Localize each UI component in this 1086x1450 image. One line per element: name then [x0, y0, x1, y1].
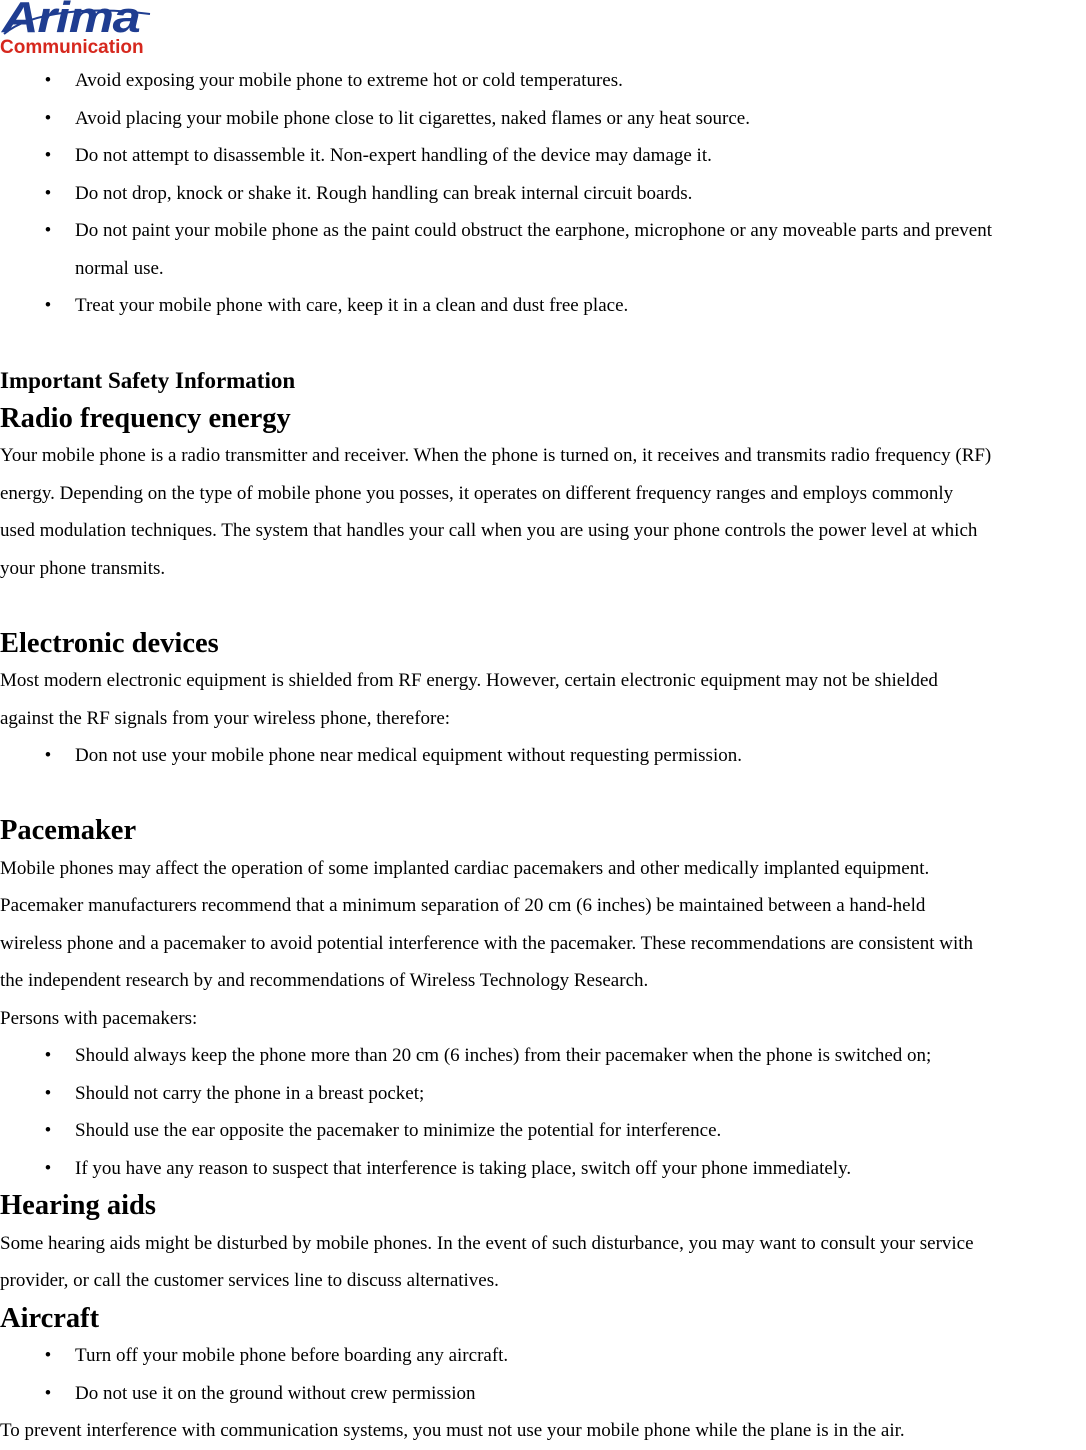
paragraph-line: wireless phone and a pacemaker to avoid potential interference with the pacemaker. These recommendations are consistent with: [0, 932, 974, 954]
list-item: • Do not use it on the ground without crew permission: [0, 1375, 1086, 1413]
bullet-icon: •: [44, 107, 52, 129]
spacer: [0, 587, 1086, 625]
list-item: • Avoid exposing your mobile phone to extreme hot or cold temperatures.: [0, 62, 1086, 100]
list-item: • Do not paint your mobile phone as the paint could obstruct the earphone, microphone or any moveable parts and prevent: [0, 212, 1086, 250]
paragraph-line: Most modern electronic equipment is shielded from RF energy. However, certain electronic equipment may not be shielded: [0, 670, 938, 691]
logo-brand: Arima: [2, 0, 140, 42]
paragraph-line: Mobile phones may affect the operation of some implanted cardiac pacemakers and other medically implanted equipment.: [0, 857, 930, 879]
bullet-icon: •: [44, 745, 52, 766]
paragraph-line: To prevent interference with communication systems, you must not use your mobile phone while the plane is in the air.: [0, 1420, 905, 1441]
bullet-icon: •: [44, 220, 52, 241]
spacer: [0, 775, 1086, 813]
bullet-icon: •: [44, 1045, 52, 1066]
bullet-icon: •: [44, 145, 52, 166]
paragraph-line: Pacemaker manufacturers recommend that a minimum separation of 20 cm (6 inches) be maintained between a hand-held: [0, 895, 926, 916]
paragraph-line: Your mobile phone is a radio transmitter and receiver. When the phone is turned on, it receives and transmits radio frequency (RF): [0, 445, 992, 466]
paragraph-line: against the RF signals from your wireless phone, therefore:: [0, 707, 451, 729]
paragraph-line: energy. Depending on the type of mobile phone you posses, it operates on different frequency ranges and employs commonly: [0, 482, 954, 504]
section-title: Important Safety Information: [0, 368, 296, 393]
list-item: • Treat your mobile phone with care, keep it in a clean and dust free place.: [0, 287, 1086, 325]
bullet-icon: •: [44, 1082, 52, 1104]
bullet-icon: •: [44, 1345, 52, 1366]
paragraph-line: Some hearing aids might be disturbed by mobile phones. In the event of such disturbance, you may want to consult your service: [0, 1232, 974, 1254]
document-body: [0, 62, 1086, 1450]
list-item: • If you have any reason to suspect that interference is taking place, switch off your phone immediately.: [0, 1150, 1086, 1188]
subsection-heading-aircraft: Aircraft: [0, 1302, 100, 1334]
spacer: [0, 325, 1086, 363]
bullet-icon: •: [44, 70, 52, 91]
paragraph-line: provider, or call the customer services line to discuss alternatives.: [0, 1270, 499, 1291]
list-item-continuation: normal use.: [75, 257, 164, 279]
bullet-icon: •: [44, 182, 52, 204]
subsection-heading-hearing: Hearing aids: [0, 1190, 156, 1221]
logo-subtitle: Communication: [0, 37, 144, 58]
subsection-heading-rf: Radio frequency energy: [0, 402, 291, 434]
paragraph-line: your phone transmits.: [0, 557, 166, 579]
list-item: • Avoid placing your mobile phone close to lit cigarettes, naked flames or any heat source.: [0, 100, 1086, 138]
paragraph-line: Persons with pacemakers:: [0, 1007, 198, 1029]
list-item: • Should always keep the phone more than 20 cm (6 inches) from their pacemaker when the phone is switched on;: [0, 1037, 1086, 1075]
list-item: • Turn off your mobile phone before boarding any aircraft.: [0, 1337, 1086, 1375]
bullet-icon: •: [44, 1120, 52, 1141]
list-item: • Do not attempt to disassemble it. Non-expert handling of the device may damage it.: [0, 137, 1086, 175]
subsection-heading-electronic: Electronic devices: [0, 627, 219, 659]
list-item: • Should not carry the phone in a breast pocket;: [0, 1075, 1086, 1113]
list-item: • Do not drop, knock or shake it. Rough handling can break internal circuit boards.: [0, 175, 1086, 213]
bullet-icon: •: [44, 1382, 52, 1404]
subsection-heading-pacemaker: Pacemaker: [0, 815, 137, 846]
list-item: • Should use the ear opposite the pacemaker to minimize the potential for interference.: [0, 1112, 1086, 1150]
bullet-icon: •: [44, 1157, 52, 1179]
arima-logo: [0, 0, 152, 58]
bullet-icon: •: [44, 295, 52, 316]
paragraph-line: used modulation techniques. The system that handles your call when you are using your phone controls the power level at which: [0, 520, 978, 541]
paragraph-line: the independent research by and recommendations of Wireless Technology Research.: [0, 970, 649, 991]
list-item: • Don not use your mobile phone near medical equipment without requesting permission.: [0, 737, 1086, 775]
